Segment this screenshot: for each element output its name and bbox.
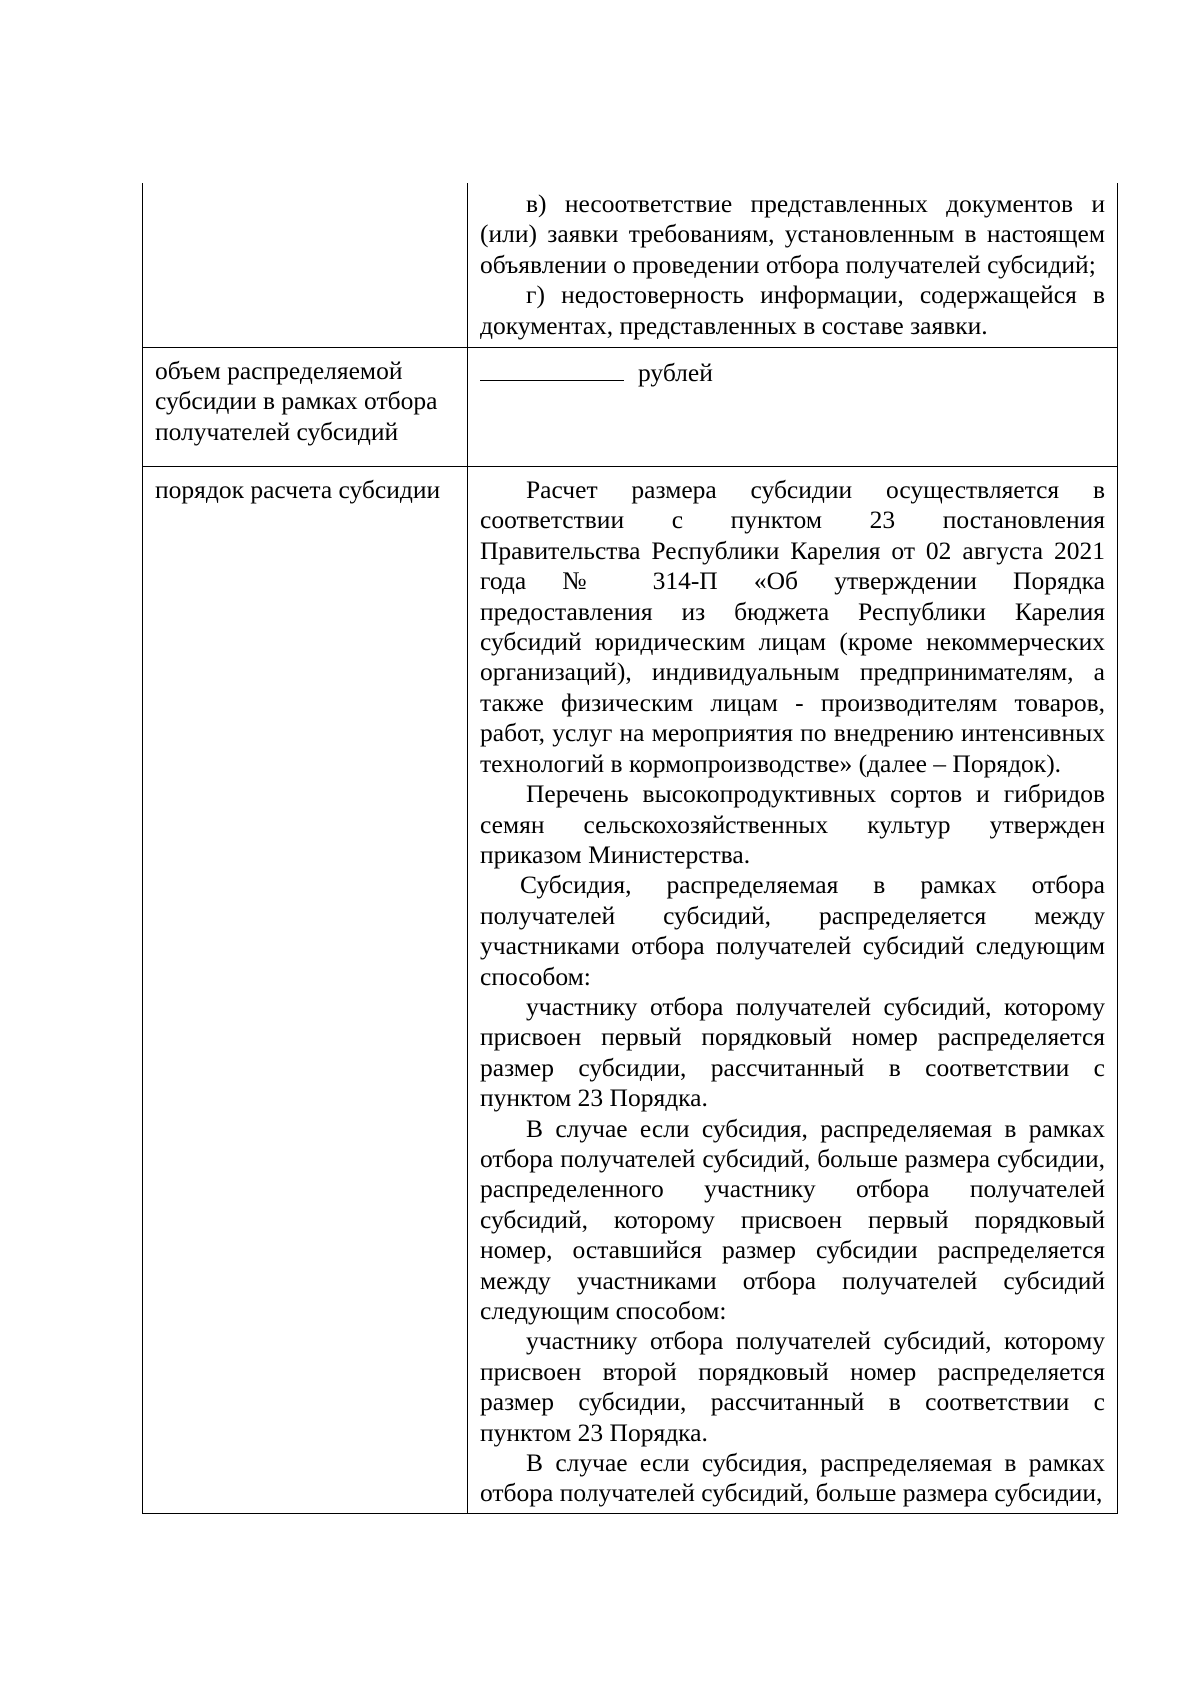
row-content xyxy=(468,467,1118,1514)
row-content xyxy=(468,348,1118,467)
row-label: объем распределяемой субсидии в рамках отбора получателей субсидий xyxy=(143,348,468,467)
table-row xyxy=(143,348,1118,467)
paragraph: В случае если субсидия, распределяемая в рамках отбора получателей субсидий, больше размера субсидии, распределенного участнику отбора получателей субсидий, которому присвоен первый порядковый номер, оставшийся размер субсидии распределяется между участниками отбора получателей субсидий следующим способом: xyxy=(480,1113,1105,1325)
paragraph: Субсидия, распределяемая в рамках отбора получателей субсидий, распределяется между участниками отбора получателей субсидий следующим способом: xyxy=(480,870,1105,991)
paragraph: Расчет размера субсидии осуществляется в соответствии с пунктом 23 постановления Правительства Республики Карелия от 02 августа 2021 года № 314-П «Об утверждении Порядка предоставления из бюджета Республики Карелия субсидий юридическим лицам (кроме некоммерческих организаций), индивидуальным предпринимателям, а также физическим лицам - производителям товаров, работ, услуг на мероприятия по внедрению интенсивных технологий в кормопроизводстве» (далее – Порядок). xyxy=(480,475,1105,778)
row-label xyxy=(143,183,468,348)
paragraph: Перечень высокопродуктивных сортов и гибридов семян сельскохозяйственных культур утвержден приказом Министерства. xyxy=(480,779,1105,869)
announcement-table xyxy=(142,183,1118,1514)
amount-blank-field xyxy=(480,356,624,381)
paragraph: в) несоответствие представленных документов и (или) заявки требованиям, установленным в настоящем объявлении о проведении отбора получателей субсидий; xyxy=(480,189,1105,279)
amount-unit: рублей xyxy=(638,358,713,388)
paragraph: участнику отбора получателей субсидий, которому присвоен второй порядковый номер распределяется размер субсидии, рассчитанный в соответствии с пунктом 23 Порядка. xyxy=(480,1326,1105,1447)
amount-line xyxy=(480,356,1105,388)
row-label: порядок расчета субсидии xyxy=(143,467,468,1514)
table-row xyxy=(143,467,1118,1514)
paragraph: г) недостоверность информации, содержащейся в документах, представленных в составе заявки. xyxy=(480,280,1105,340)
paragraph: В случае если субсидия, распределяемая в рамках отбора получателей субсидий, больше размера субсидии, xyxy=(480,1448,1105,1508)
row-content xyxy=(468,183,1118,348)
paragraph: участнику отбора получателей субсидий, которому присвоен первый порядковый номер распределяется размер субсидии, рассчитанный в соответствии с пунктом 23 Порядка. xyxy=(480,991,1105,1113)
table-row xyxy=(143,183,1118,348)
